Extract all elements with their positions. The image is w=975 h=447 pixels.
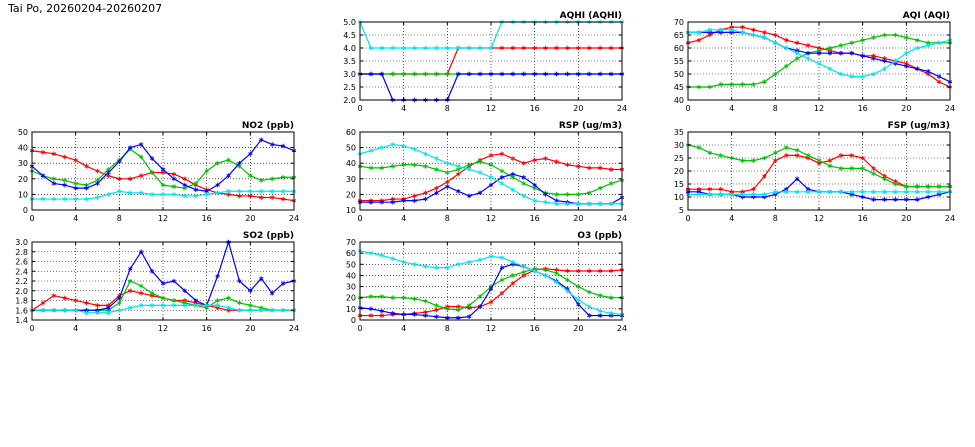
x-tick-label: 12 [813,104,825,113]
y-tick-label: 10 [345,304,356,314]
x-tick-label: 12 [157,324,169,333]
x-tick-label: 20 [573,104,584,113]
y-tick-label: 35 [673,128,684,137]
x-tick-label: 24 [944,214,956,223]
x-tick-label: 24 [616,104,628,113]
x-tick-label: 4 [73,324,79,333]
x-tick-label: 16 [857,214,868,223]
y-tick-label: 30 [345,282,356,292]
x-tick-label: 16 [529,324,540,333]
y-tick-label: 2.8 [15,247,28,257]
y-tick-label: 2.4 [15,267,28,277]
chart-panel-rsp [330,118,630,228]
chart-title-no2: NO2 (ppb) [241,121,294,131]
y-tick-label: 2.6 [15,257,28,267]
x-tick-label: 20 [901,214,912,223]
y-tick-label: 70 [345,238,356,247]
x-tick-label: 24 [944,104,956,113]
y-tick-label: 0 [22,206,28,215]
y-tick-label: 3.0 [343,70,356,79]
y-tick-label: 40 [345,271,356,281]
y-tick-label: 60 [345,249,356,259]
chart-title-rsp: RSP (ug/m3) [558,121,622,131]
y-tick-label: 70 [673,18,684,27]
x-tick-label: 0 [357,104,363,113]
y-tick-label: 55 [673,57,684,66]
y-tick-label: 30 [673,141,684,150]
y-tick-label: 10 [17,190,28,200]
y-tick-label: 50 [17,128,28,137]
y-tick-label: 15 [673,180,684,189]
y-tick-label: 1.4 [15,316,28,325]
x-tick-label: 8 [444,214,450,223]
y-tick-label: 65 [673,31,684,40]
x-tick-label: 20 [573,214,584,223]
chart-panel-fsp [658,118,958,228]
x-tick-label: 12 [485,324,497,333]
x-tick-label: 12 [813,214,825,223]
x-tick-label: 4 [401,104,407,113]
x-tick-label: 4 [729,104,735,113]
y-tick-label: 2.2 [15,277,28,286]
x-tick-label: 16 [201,324,212,333]
x-tick-label: 24 [616,214,628,223]
chart-panel-aqi [658,8,958,118]
x-tick-label: 0 [357,214,363,223]
x-tick-label: 0 [29,214,35,223]
y-tick-label: 20 [345,190,356,200]
x-tick-label: 4 [729,214,735,223]
chart-panel-no2 [2,118,302,228]
y-tick-label: 1.6 [15,306,28,316]
chart-title-fsp: FSP (ug/m3) [887,121,950,131]
x-tick-label: 4 [401,324,407,333]
chart-title-aqi: AQI (AQI) [902,11,950,21]
chart-fsp [658,118,958,228]
x-tick-label: 20 [245,214,256,223]
x-tick-label: 12 [157,214,169,223]
y-tick-label: 1.8 [15,296,28,306]
y-tick-label: 50 [345,143,356,153]
x-tick-label: 8 [444,324,450,333]
y-tick-label: 4.0 [343,44,356,53]
x-tick-label: 0 [357,324,363,333]
y-tick-label: 0 [350,316,356,325]
x-tick-label: 0 [29,324,35,333]
x-tick-label: 20 [901,104,912,113]
y-tick-label: 40 [345,159,356,169]
x-tick-label: 16 [529,104,540,113]
y-tick-label: 20 [345,293,356,303]
x-tick-label: 0 [685,214,691,223]
x-tick-label: 4 [401,214,407,223]
chart-title-o3: O3 (ppb) [577,231,622,241]
y-tick-label: 10 [673,193,684,202]
y-tick-label: 20 [673,167,684,176]
chart-panel-so2 [2,228,302,338]
y-tick-label: 2.0 [15,286,28,296]
x-tick-label: 16 [201,214,212,223]
y-tick-label: 40 [17,143,28,153]
y-tick-label: 25 [673,154,684,163]
x-tick-label: 24 [616,324,628,333]
x-tick-label: 12 [485,104,497,113]
y-tick-label: 2.5 [343,83,356,92]
chart-title-so2: SO2 (ppb) [242,231,294,241]
y-tick-label: 2.0 [343,96,356,105]
y-tick-label: 5 [678,206,684,215]
chart-aqhi [330,8,630,118]
y-tick-label: 40 [673,96,684,105]
y-tick-label: 50 [345,260,356,270]
chart-aqi [658,8,958,118]
page-title: Tai Po, 20260204-20260207 [8,2,163,15]
chart-title-aqhi: AQHI (AQHI) [559,11,622,21]
y-tick-label: 60 [673,44,684,53]
y-tick-label: 30 [17,159,28,169]
chart-no2 [2,118,302,228]
y-tick-label: 20 [17,174,28,184]
y-tick-label: 3.5 [343,57,356,66]
x-tick-label: 16 [529,214,540,223]
chart-o3 [330,228,630,338]
y-tick-label: 3.0 [15,238,28,247]
chart-panel-aqhi [330,8,630,118]
chart-panel-o3 [330,228,630,338]
x-tick-label: 8 [772,104,778,113]
x-tick-label: 8 [772,214,778,223]
x-tick-label: 8 [444,104,450,113]
chart-rsp [330,118,630,228]
x-tick-label: 0 [685,104,691,113]
x-tick-label: 20 [245,324,256,333]
x-tick-label: 24 [288,324,300,333]
y-tick-label: 60 [345,128,356,137]
x-tick-label: 8 [116,214,122,223]
y-tick-label: 45 [673,83,684,92]
x-tick-label: 16 [857,104,868,113]
x-tick-label: 12 [485,214,497,223]
x-tick-label: 24 [288,214,300,223]
x-tick-label: 8 [116,324,122,333]
x-tick-label: 4 [73,214,79,223]
y-tick-label: 5.0 [343,18,356,27]
y-tick-label: 10 [345,206,356,215]
x-tick-label: 20 [573,324,584,333]
y-tick-label: 30 [345,174,356,184]
chart-so2 [2,228,302,338]
y-tick-label: 4.5 [343,31,356,40]
y-tick-label: 50 [673,70,684,79]
